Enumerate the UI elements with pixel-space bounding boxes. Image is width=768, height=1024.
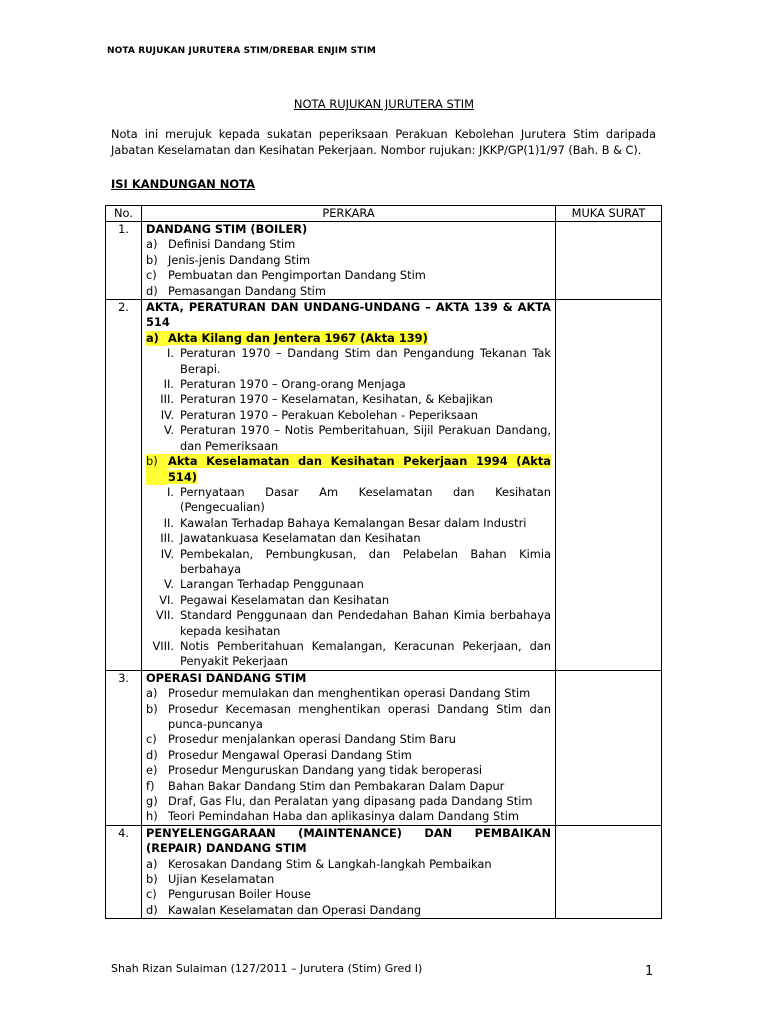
list-item: IV. Peraturan 1970 – Perakuan Kebolehan - Peperiksaan [160,407,478,422]
page-ref-cell [556,670,662,825]
list-item: I. Pernyataan Dasar Am Keselamatan dan Kesihatan (Pengecualian) [167,484,551,515]
list-item: e) Prosedur Menguruskan Dandang yang tidak beroperasi [146,763,483,778]
col-header-perkara: PERKARA [142,206,556,222]
list-item: III. Peraturan 1970 – Keselamatan, Kesihatan, & Kebajikan [160,392,493,407]
table-row [106,222,662,300]
row-content [142,300,556,671]
list-item: c) Pembuatan dan Pengimportan Dandang Stim [146,268,426,283]
table-row [106,825,662,918]
toc-heading: ISI KANDUNGAN NOTA [111,177,256,191]
section-title: AKTA, PERATURAN DAN UNDANG-UNDANG – AKTA 139 & AKTA 514 [146,300,551,330]
list-item: f) Bahan Bakar Dandang Stim dan Pembakaran Dalam Dapur [146,778,505,793]
subsection-b: b) Akta Keselamatan dan Kesihatan Pekerjaan 1994 (Akta 514) [146,454,551,484]
row-number: 4. [106,825,142,918]
list-item: d) Pemasangan Dandang Stim [146,283,326,298]
list-item: h) Teori Pemindahan Haba dan aplikasinya dalam Dandang Stim [146,809,519,824]
list-item: a) Kerosakan Dandang Stim & Langkah-langkah Pembaikan [146,856,492,871]
list-item: g) Draf, Gas Flu, dan Peralatan yang dipasang pada Dandang Stim [146,794,533,809]
list-item: II. Kawalan Terhadap Bahaya Kemalangan Besar dalam Industri [163,515,527,530]
subsection-a: a) Akta Kilang dan Jentera 1967 (Akta 139) [146,330,428,345]
list-item: II. Peraturan 1970 – Orang-orang Menjaga [163,377,406,392]
list-item: a) Definisi Dandang Stim [146,237,296,252]
page-ref-cell [556,300,662,671]
page-ref-cell [556,222,662,300]
row-content [142,825,556,918]
list-item: b) Ujian Keselamatan [146,872,275,887]
row-content [142,670,556,825]
list-item: IV. Pembekalan, Pembungkusan, dan Pelabelan Bahan Kimia berbahaya [160,546,551,576]
col-header-no: No. [106,206,142,222]
table-header-row [106,206,662,222]
highlighted-text: Akta Kilang dan Jentera 1967 (Akta 139) [168,330,428,345]
list-item: b) Prosedur Kecemasan menghentikan operasi Dandang Stim dan punca-puncanya [146,701,551,731]
list-item: I. Peraturan 1970 – Dandang Stim dan Pengandung Tekanan Tak Berapi. [167,346,551,376]
page-title: NOTA RUJUKAN JURUTERA STIM [293,97,475,111]
col-header-muka-surat: MUKA SURAT [556,206,662,222]
row-number: 1. [106,222,142,300]
list-item: c) Prosedur menjalankan operasi Dandang Stim Baru [146,732,456,747]
list-item: a) Prosedur memulakan dan menghentikan operasi Dandang Stim [146,686,531,701]
list-item: d) Prosedur Mengawal Operasi Dandang Stim [146,747,412,762]
list-item: d) Kawalan Keselamatan dan Operasi Dandang [146,902,422,917]
footer-author: Shah Rizan Sulaiman (127/2011 – Jurutera (Stim) Gred I) [111,962,423,975]
list-item: VI. Pegawai Keselamatan dan Kesihatan [159,592,390,607]
intro-paragraph: Nota ini merujuk kepada sukatan peperiksaan Perakuan Kebolehan Jurutera Stim daripada Jabatan Keselamatan dan Kesihatan Pekerjaan. Nombor rujukan: JKKP/GP(1)1/97 (Bah. B & C). [111,128,656,157]
table-row [106,300,662,671]
row-number: 3. [106,670,142,825]
list-item: V. Peraturan 1970 – Notis Pemberitahuan, Sijil Perakuan Dandang, dan Pemeriksaan [164,423,551,453]
row-content [142,222,556,300]
section-title: OPERASI DANDANG STIM [146,670,307,685]
page-ref-cell [556,825,662,918]
section-title: DANDANG STIM (BOILER) [146,222,308,236]
list-item: VIII. Notis Pemberitahuan Kemalangan, Keracunan Pekerjaan, dan Penyakit Pekerjaan [152,638,551,669]
list-item: VII. Standard Penggunaan dan Pendedahan Bahan Kimia berbahaya kepada kesihatan [155,608,551,638]
highlighted-text: Akta Keselamatan dan Kesihatan Pekerjaan 1994 (Akta 514) [168,454,551,484]
list-item: c) Pengurusan Boiler House [146,887,311,902]
table-row [106,670,662,825]
list-item: V. Larangan Terhadap Penggunaan [164,577,364,592]
contents-table [105,205,662,919]
section-title: PENYELENGGARAAN (MAINTENANCE) DAN PEMBAIKAN (REPAIR) DANDANG STIM [146,825,551,856]
page-number: 1 [645,964,654,979]
list-item: III. Jawatankuasa Keselamatan dan Kesihatan [160,531,421,546]
running-header: NOTA RUJUKAN JURUTERA STIM/DREBAR ENJIM STIM [107,46,376,56]
list-item: b) Jenis-jenis Dandang Stim [146,252,311,267]
row-number: 2. [106,300,142,671]
